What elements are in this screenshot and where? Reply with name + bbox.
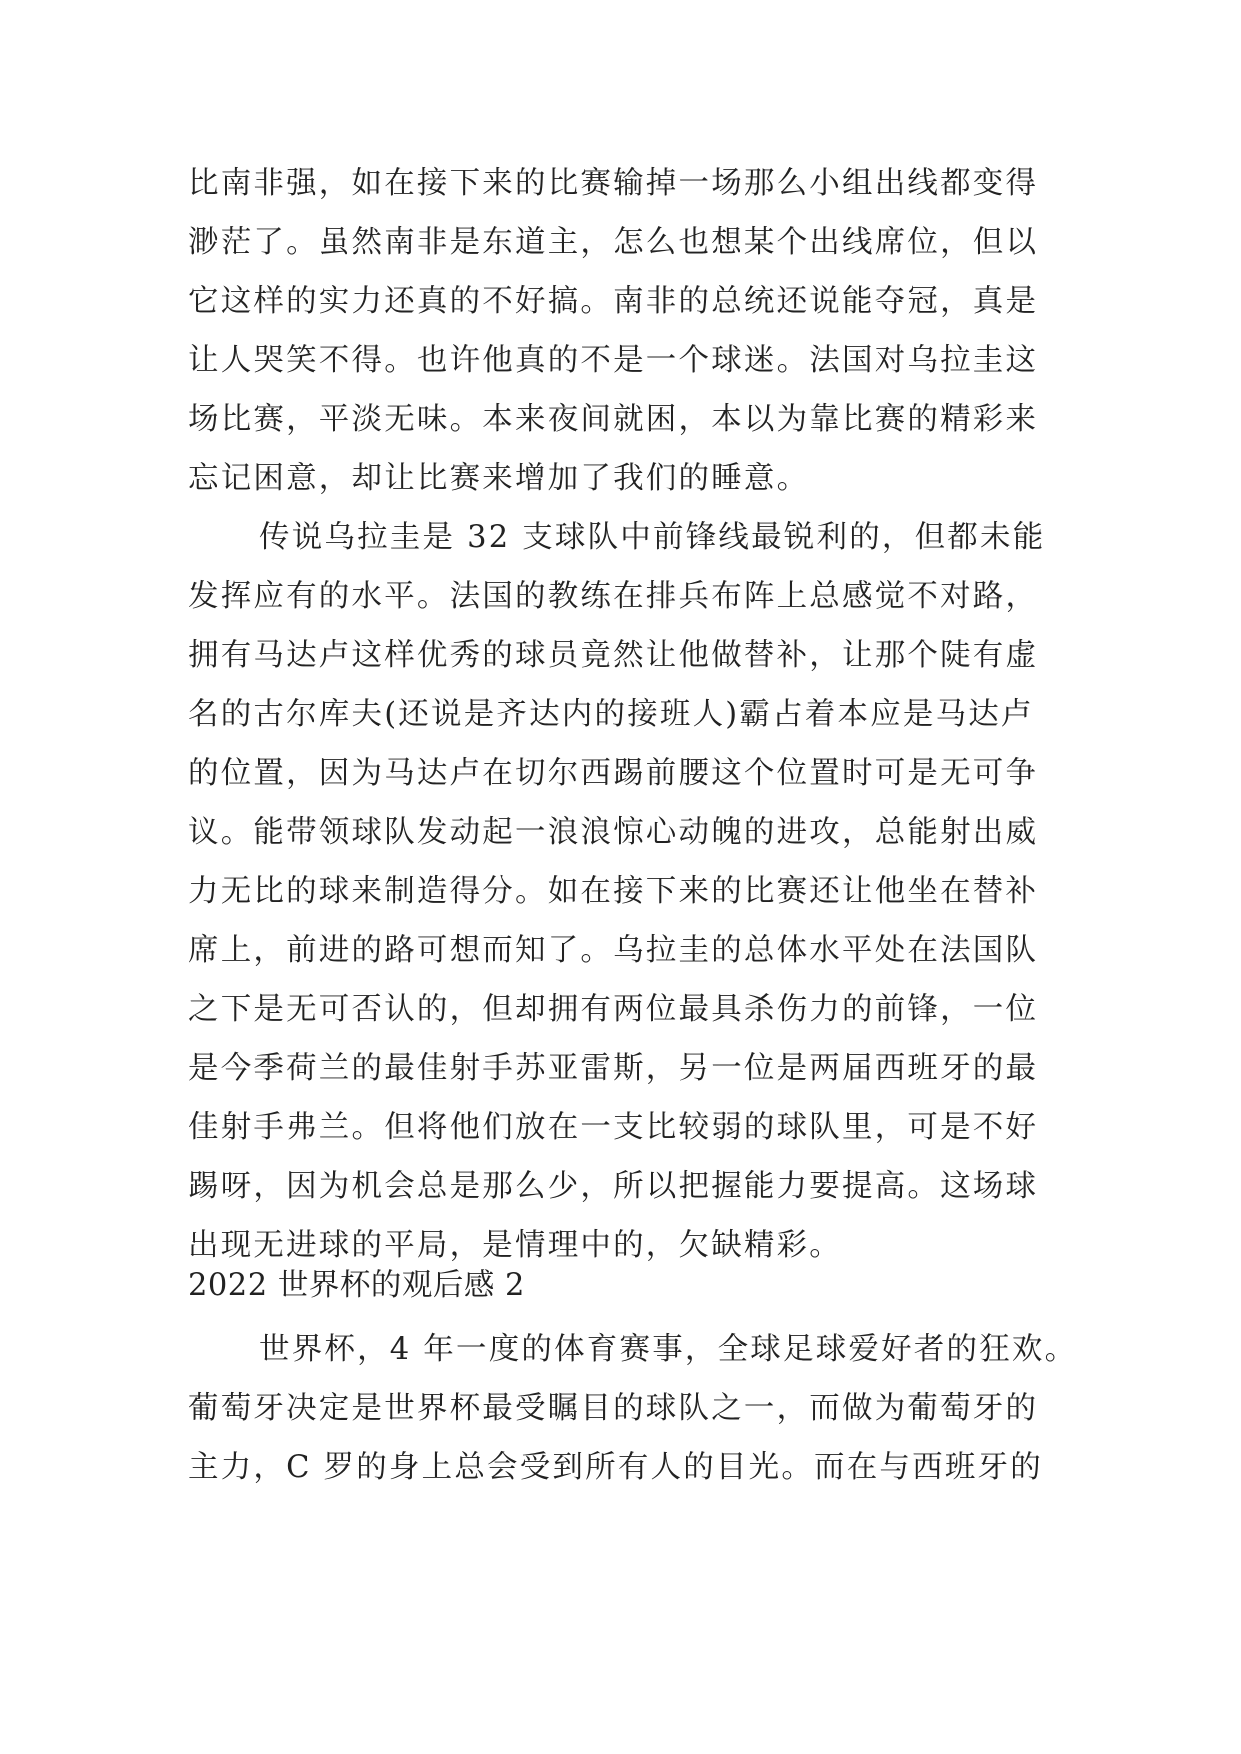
paragraph-2-line: 出现无进球的平局，是情理中的，欠缺精彩。 <box>188 1228 842 1263</box>
paragraph-3-line: 世界杯，4 年一度的体育赛事，全球足球爱好者的狂欢。 <box>259 1332 1078 1367</box>
body-text-lower <box>188 1320 1078 1497</box>
paragraph-2-line: 议。能带领球队发动起一浪浪惊心动魄的进攻，总能射出威 <box>188 815 1039 850</box>
paragraph-2-line: 的位置，因为马达卢在切尔西踢前腰这个位置时可是无可争 <box>188 756 1039 791</box>
paragraph-2-line: 发挥应有的水平。法国的教练在排兵布阵上总感觉不对路， <box>188 579 1039 614</box>
paragraph-2-line: 踢呀，因为机会总是那么少，所以把握能力要提高。这场球 <box>188 1169 1039 1204</box>
paragraph-2-line: 力无比的球来制造得分。如在接下来的比赛还让他坐在替补 <box>188 874 1039 909</box>
paragraph-2-line: 传说乌拉圭是 32 支球队中前锋线最锐利的，但都未能 <box>259 520 1046 555</box>
paragraph-3-line: 主力，C 罗的身上总会受到所有人的目光。而在与西班牙的 <box>188 1450 1043 1485</box>
paragraph-2-line: 之下是无可否认的，但却拥有两位最具杀伤力的前锋，一位 <box>188 992 1039 1027</box>
paragraph-1-line: 比南非强，如在接下来的比赛输掉一场那么小组出线都变得 <box>188 166 1039 201</box>
paragraph-2-line: 席上，前进的路可想而知了。乌拉圭的总体水平处在法国队 <box>188 933 1039 968</box>
paragraph-3-line: 葡萄牙决定是世界杯最受瞩目的球队之一，而做为葡萄牙的 <box>188 1391 1039 1426</box>
paragraph-1-line: 它这样的实力还真的不好搞。南非的总统还说能夺冠，真是 <box>188 284 1039 319</box>
paragraph-2-line: 名的古尔库夫(还说是齐达内的接班人)霸占着本应是马达卢 <box>188 697 1034 732</box>
body-text-upper <box>188 154 1068 1275</box>
paragraph-2-line: 拥有马达卢这样优秀的球员竟然让他做替补，让那个陡有虚 <box>188 638 1039 673</box>
paragraph-1-line: 场比赛，平淡无味。本来夜间就困，本以为靠比赛的精彩来 <box>188 402 1039 437</box>
paragraph-1-line: 让人哭笑不得。也许他真的不是一个球迷。法国对乌拉圭这 <box>188 343 1039 378</box>
paragraph-2-line: 是今季荷兰的最佳射手苏亚雷斯，另一位是两届西班牙的最 <box>188 1051 1039 1086</box>
paragraph-1-line: 忘记困意，却让比赛来增加了我们的睡意。 <box>188 461 810 496</box>
paragraph-1-line: 渺茫了。虽然南非是东道主，怎么也想某个出线席位，但以 <box>188 225 1039 260</box>
paragraph-2-line: 佳射手弗兰。但将他们放在一支比较弱的球队里，可是不好 <box>188 1110 1039 1145</box>
section-heading: 2022 世界杯的观后感 2 <box>188 1268 525 1303</box>
